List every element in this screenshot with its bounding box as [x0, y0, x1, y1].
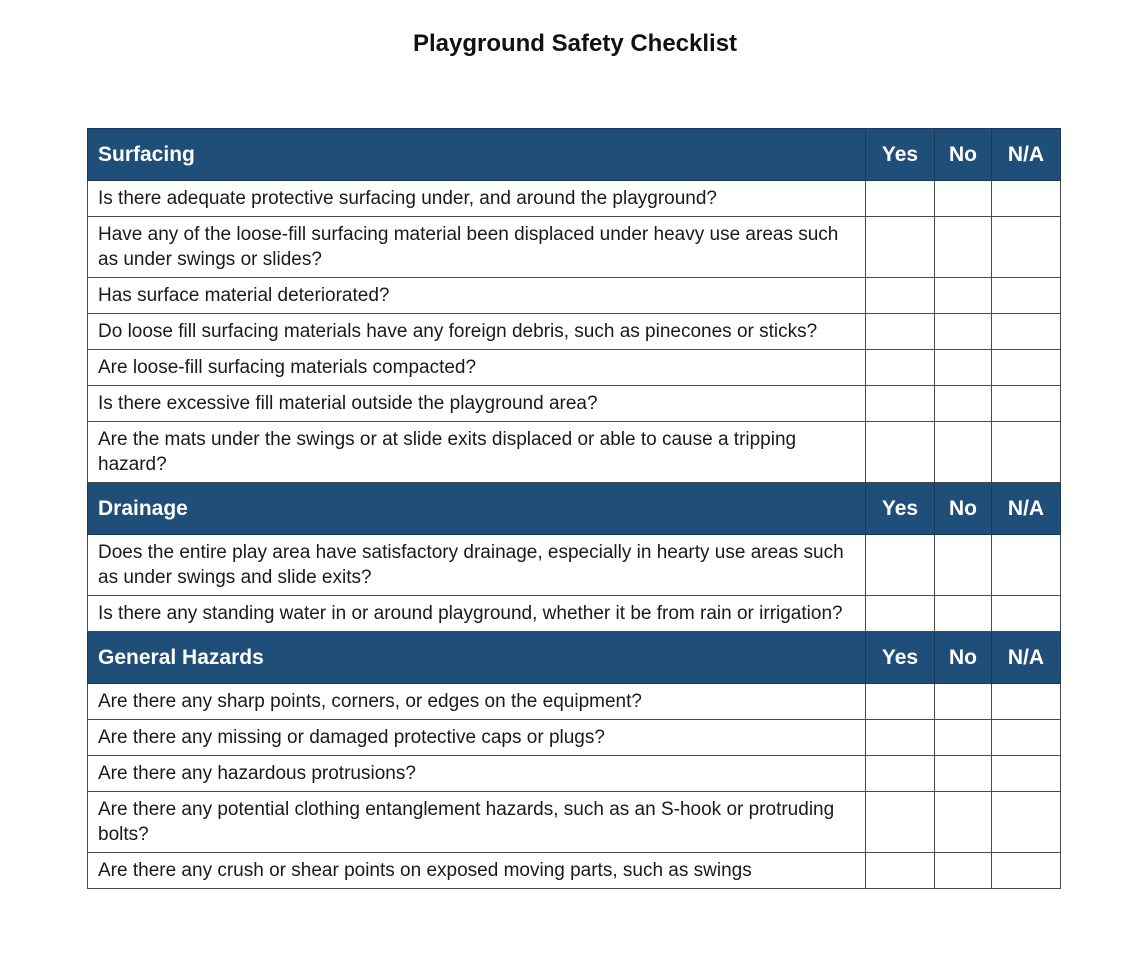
answer-cell-yes[interactable]	[866, 314, 935, 350]
checklist-row	[88, 386, 1061, 422]
question-text: Is there adequate protective surfacing under, and around the playground?	[88, 181, 866, 217]
column-header-yes: Yes	[866, 632, 935, 684]
answer-cell-yes[interactable]	[866, 756, 935, 792]
question-text: Is there excessive fill material outside the playground area?	[88, 386, 866, 422]
checklist-row	[88, 720, 1061, 756]
question-text: Are there any missing or damaged protective caps or plugs?	[88, 720, 866, 756]
answer-cell-no[interactable]	[935, 278, 992, 314]
answer-cell-no[interactable]	[935, 756, 992, 792]
question-text: Are the mats under the swings or at slide exits displaced or able to cause a tripping hazard?	[88, 422, 866, 483]
answer-cell-yes[interactable]	[866, 217, 935, 278]
question-text: Are loose-fill surfacing materials compacted?	[88, 350, 866, 386]
answer-cell-yes[interactable]	[866, 350, 935, 386]
answer-cell-no[interactable]	[935, 792, 992, 853]
section-header-general-hazards	[88, 632, 1061, 684]
column-header-yes: Yes	[866, 129, 935, 181]
answer-cell-yes[interactable]	[866, 181, 935, 217]
answer-cell-no[interactable]	[935, 350, 992, 386]
checklist-row	[88, 684, 1061, 720]
answer-cell-no[interactable]	[935, 314, 992, 350]
answer-cell-n-a[interactable]	[992, 278, 1061, 314]
column-header-n-a: N/A	[992, 129, 1061, 181]
column-header-no: No	[935, 632, 992, 684]
checklist-row	[88, 181, 1061, 217]
answer-cell-no[interactable]	[935, 181, 992, 217]
question-text: Is there any standing water in or around playground, whether it be from rain or irrigation?	[88, 596, 866, 632]
section-header-surfacing	[88, 129, 1061, 181]
answer-cell-n-a[interactable]	[992, 217, 1061, 278]
answer-cell-n-a[interactable]	[992, 756, 1061, 792]
section-header-drainage	[88, 483, 1061, 535]
section-title: Surfacing	[88, 129, 866, 181]
section-title: General Hazards	[88, 632, 866, 684]
answer-cell-no[interactable]	[935, 596, 992, 632]
checklist-row	[88, 853, 1061, 889]
answer-cell-yes[interactable]	[866, 853, 935, 889]
checklist-row	[88, 756, 1061, 792]
checklist-row	[88, 792, 1061, 853]
checklist-row	[88, 535, 1061, 596]
answer-cell-no[interactable]	[935, 386, 992, 422]
answer-cell-yes[interactable]	[866, 278, 935, 314]
column-header-yes: Yes	[866, 483, 935, 535]
answer-cell-no[interactable]	[935, 853, 992, 889]
question-text: Have any of the loose-fill surfacing material been displaced under heavy use areas such as under swings or slides?	[88, 217, 866, 278]
column-header-no: No	[935, 129, 992, 181]
checklist-row	[88, 314, 1061, 350]
question-text: Do loose fill surfacing materials have any foreign debris, such as pinecones or sticks?	[88, 314, 866, 350]
question-text: Has surface material deteriorated?	[88, 278, 866, 314]
answer-cell-yes[interactable]	[866, 792, 935, 853]
answer-cell-n-a[interactable]	[992, 386, 1061, 422]
answer-cell-yes[interactable]	[866, 720, 935, 756]
answer-cell-yes[interactable]	[866, 684, 935, 720]
checklist-row	[88, 596, 1061, 632]
column-header-n-a: N/A	[992, 483, 1061, 535]
answer-cell-no[interactable]	[935, 217, 992, 278]
answer-cell-n-a[interactable]	[992, 853, 1061, 889]
section-title: Drainage	[88, 483, 866, 535]
question-text: Are there any sharp points, corners, or edges on the equipment?	[88, 684, 866, 720]
answer-cell-no[interactable]	[935, 535, 992, 596]
question-text: Are there any potential clothing entanglement hazards, such as an S-hook or protruding bolts?	[88, 792, 866, 853]
answer-cell-n-a[interactable]	[992, 720, 1061, 756]
question-text: Are there any hazardous protrusions?	[88, 756, 866, 792]
checklist-row	[88, 278, 1061, 314]
answer-cell-n-a[interactable]	[992, 314, 1061, 350]
answer-cell-n-a[interactable]	[992, 684, 1061, 720]
question-text: Does the entire play area have satisfactory drainage, especially in hearty use areas such as under swings and slide exits?	[88, 535, 866, 596]
checklist-row	[88, 217, 1061, 278]
answer-cell-n-a[interactable]	[992, 422, 1061, 483]
answer-cell-n-a[interactable]	[992, 792, 1061, 853]
answer-cell-no[interactable]	[935, 720, 992, 756]
answer-cell-n-a[interactable]	[992, 596, 1061, 632]
answer-cell-yes[interactable]	[866, 535, 935, 596]
checklist-row	[88, 350, 1061, 386]
column-header-n-a: N/A	[992, 632, 1061, 684]
checklist-table	[87, 128, 1061, 889]
answer-cell-no[interactable]	[935, 684, 992, 720]
checklist-row	[88, 422, 1061, 483]
answer-cell-yes[interactable]	[866, 596, 935, 632]
answer-cell-n-a[interactable]	[992, 350, 1061, 386]
column-header-no: No	[935, 483, 992, 535]
answer-cell-yes[interactable]	[866, 422, 935, 483]
question-text: Are there any crush or shear points on exposed moving parts, such as swings	[88, 853, 866, 889]
page-title: Playground Safety Checklist	[412, 30, 738, 57]
answer-cell-n-a[interactable]	[992, 181, 1061, 217]
answer-cell-no[interactable]	[935, 422, 992, 483]
answer-cell-n-a[interactable]	[992, 535, 1061, 596]
answer-cell-yes[interactable]	[866, 386, 935, 422]
